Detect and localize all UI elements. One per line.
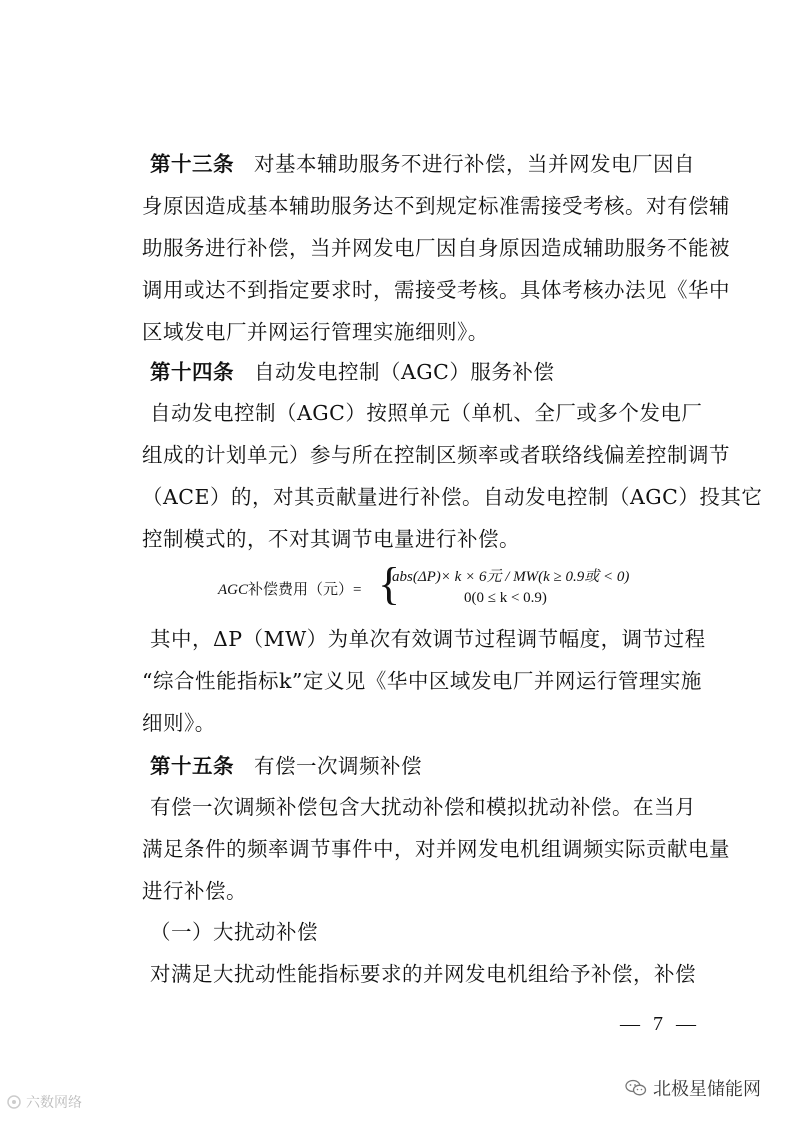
article-14-title: 自动发电控制（AGC）服务补偿 bbox=[254, 360, 555, 384]
article-15-heading: 第十五条 bbox=[150, 754, 234, 778]
article-13-text: 对基本辅助服务不进行补偿，当并网发电厂因自 bbox=[254, 152, 695, 176]
article-14-line-2: 组成的计划单元）参与所在控制区频率或者联络线偏差控制调节 bbox=[142, 443, 730, 467]
article-14-after-3: 细则》。 bbox=[142, 711, 216, 735]
formula-lhs: AGC补偿费用（元）= bbox=[218, 582, 362, 598]
article-13-heading: 第十三条 bbox=[150, 152, 234, 176]
article-13-line-2: 身原因造成基本辅助服务达不到规定标准需接受考核。对有偿辅 bbox=[142, 194, 730, 218]
article-15-line-1: 有偿一次调频补偿包含大扰动补偿和模拟扰动补偿。在当月 bbox=[150, 795, 696, 819]
formula-brace: { bbox=[378, 558, 401, 609]
formula-case-2: 0(0 ≤ k < 0.9) bbox=[464, 590, 547, 606]
article-14-after-1: 其中，ΔP（MW）为单次有效调节过程调节幅度，调节过程 bbox=[150, 627, 706, 651]
agc-compensation-formula bbox=[218, 558, 678, 614]
watermark-right bbox=[625, 1075, 761, 1101]
article-14-heading-line bbox=[150, 357, 698, 387]
watermark-left bbox=[6, 1092, 82, 1112]
article-13-first-line bbox=[150, 149, 698, 179]
watermark-logo-icon bbox=[6, 1094, 22, 1110]
article-14-line-1: 自动发电控制（AGC）按照单元（单机、全厂或多个发电厂 bbox=[150, 401, 703, 425]
article-15-line-2: 满足条件的频率调节事件中，对并网发电机组调频实际贡献电量 bbox=[142, 837, 730, 861]
article-15-sub-line: 对满足大扰动性能指标要求的并网发电机组给予补偿，补偿 bbox=[150, 962, 696, 986]
article-15-subheading: （一）大扰动补偿 bbox=[150, 920, 318, 944]
article-15-line-3: 进行补偿。 bbox=[142, 879, 247, 903]
watermark-left-text: 六数网络 bbox=[26, 1095, 82, 1111]
article-15-heading-line bbox=[150, 751, 698, 781]
article-13-line-5: 区域发电厂并网运行管理实施细则》。 bbox=[142, 320, 489, 344]
formula-case-1: abs(ΔP)× k × 6元 / MW(k ≥ 0.9或 < 0) bbox=[392, 569, 630, 585]
article-15-title: 有偿一次调频补偿 bbox=[254, 754, 422, 778]
article-14-after-2: “综合性能指标k”定义见《华中区域发电厂并网运行管理实施 bbox=[142, 669, 702, 693]
page-number: — 7 — bbox=[620, 1013, 700, 1035]
article-13-line-3: 助服务进行补偿，当并网发电厂因自身原因造成辅助服务不能被 bbox=[142, 236, 730, 260]
article-14-line-3: （ACE）的，对其贡献量进行补偿。自动发电控制（AGC）投其它 bbox=[142, 485, 763, 509]
watermark-right-text: 北极星储能网 bbox=[653, 1079, 761, 1100]
wechat-icon bbox=[625, 1079, 647, 1097]
article-14-line-4: 控制模式的，不对其调节电量进行补偿。 bbox=[142, 527, 520, 551]
article-13-line-4: 调用或达不到指定要求时，需接受考核。具体考核办法见《华中 bbox=[142, 278, 730, 302]
article-14-heading: 第十四条 bbox=[150, 360, 234, 384]
